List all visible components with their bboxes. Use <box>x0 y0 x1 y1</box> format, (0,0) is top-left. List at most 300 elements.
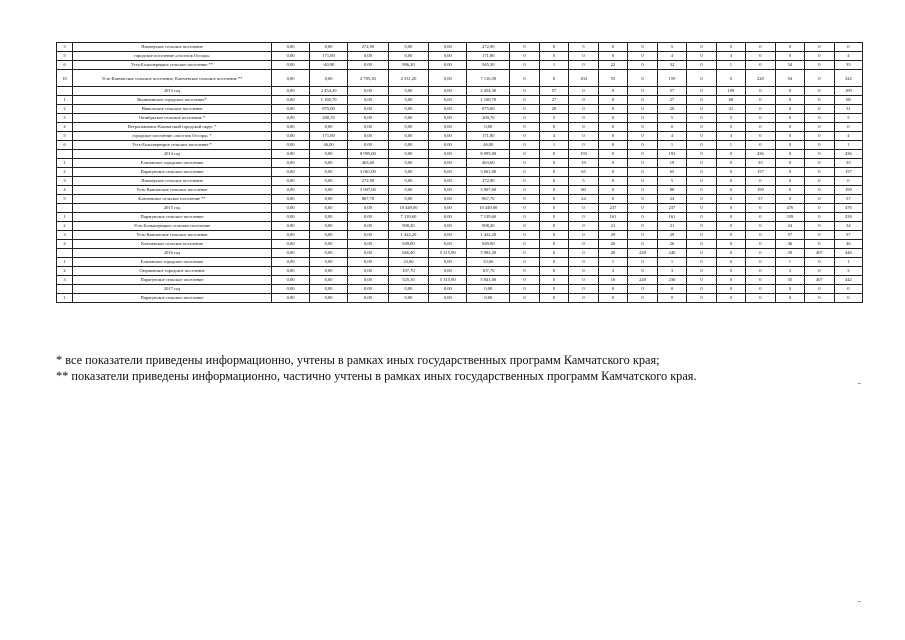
value-cell: 0 <box>539 168 568 177</box>
value-cell: 0 <box>510 249 539 258</box>
value-cell: 0 <box>657 294 686 303</box>
value-cell: 107,70 <box>388 267 429 276</box>
table-row <box>57 141 863 150</box>
table-row <box>57 123 863 132</box>
value-cell: 0 <box>510 213 539 222</box>
value-cell: 0,00 <box>467 294 510 303</box>
row-number-cell: 4 <box>57 186 73 195</box>
municipality-name-cell: Вилючинское городское поселение* <box>72 96 271 105</box>
value-cell: 0 <box>628 123 657 132</box>
value-cell: 0,00 <box>348 222 389 231</box>
value-cell: 0,00 <box>272 276 310 285</box>
value-cell: 0 <box>628 87 657 96</box>
value-cell: 200,70 <box>310 114 348 123</box>
value-cell: 0 <box>628 105 657 114</box>
value-cell: 0,00 <box>272 249 310 258</box>
value-cell: 0,00 <box>429 204 467 213</box>
value-cell: 94 <box>775 70 804 87</box>
value-cell: 24 <box>657 195 686 204</box>
municipality-name-cell: Петропавловск-Камчатский городской округ * <box>72 123 271 132</box>
value-cell: 35 <box>834 61 862 70</box>
table-row <box>57 177 863 186</box>
value-cell: 0 <box>628 168 657 177</box>
value-cell: 0,00 <box>310 222 348 231</box>
municipality-name-cell: Паратунское сельское поселение <box>72 276 271 285</box>
value-cell: 16 <box>598 276 627 285</box>
value-cell: 463,60 <box>348 159 389 168</box>
row-number-cell: 1 <box>57 213 73 222</box>
value-cell: 0,00 <box>467 123 510 132</box>
municipality-name-cell: Ключевское сельское поселение <box>72 240 271 249</box>
value-cell: 0 <box>687 213 716 222</box>
value-cell: 4 <box>834 132 862 141</box>
value-cell: 0 <box>569 132 598 141</box>
value-cell: 875,00 <box>310 105 348 114</box>
table-row <box>57 213 863 222</box>
value-cell: 666,40 <box>388 249 429 258</box>
value-cell: 0 <box>716 258 745 267</box>
value-cell: 0 <box>569 105 598 114</box>
value-cell: 0 <box>746 141 775 150</box>
value-cell: 0,00 <box>429 267 467 276</box>
value-cell: 0 <box>598 96 627 105</box>
value-cell: 0,00 <box>310 195 348 204</box>
value-cell: 0 <box>628 96 657 105</box>
row-number-cell: 1 <box>57 96 73 105</box>
value-cell: 0 <box>510 258 539 267</box>
value-cell: 0 <box>628 186 657 195</box>
value-cell: 10 449,00 <box>388 204 429 213</box>
value-cell: 3 907,60 <box>467 186 510 195</box>
value-cell: 0,00 <box>272 204 310 213</box>
value-cell: 0 <box>746 267 775 276</box>
value-cell: 35 <box>834 159 862 168</box>
value-cell: 0 <box>598 195 627 204</box>
municipality-name-cell: Елизовское городское поселение <box>72 159 271 168</box>
value-cell: 68 <box>716 96 745 105</box>
value-cell: 0,00 <box>348 267 389 276</box>
value-cell: 0,00 <box>310 294 348 303</box>
municipality-name-cell: Озерновское городское поселение <box>72 267 271 276</box>
value-cell: 0 <box>775 43 804 52</box>
row-number-cell: 6 <box>57 141 73 150</box>
value-cell: 0 <box>805 123 834 132</box>
value-cell: 5 <box>657 43 686 52</box>
value-cell: 0 <box>598 294 627 303</box>
value-cell: 39 <box>775 249 804 258</box>
value-cell: 0,00 <box>272 267 310 276</box>
value-cell: 0,00 <box>388 43 429 52</box>
value-cell: 0 <box>775 132 804 141</box>
value-cell: 0 <box>510 52 539 61</box>
value-cell: 27 <box>657 96 686 105</box>
value-cell: 0,00 <box>310 150 348 159</box>
value-cell: 0 <box>510 150 539 159</box>
value-cell: 0 <box>628 141 657 150</box>
value-cell: 0 <box>687 159 716 168</box>
value-cell: 0 <box>628 132 657 141</box>
value-cell: 1 <box>598 258 627 267</box>
value-cell: 0 <box>510 105 539 114</box>
value-cell: 0 <box>569 123 598 132</box>
table-row <box>57 52 863 61</box>
value-cell: 0 <box>539 70 568 87</box>
footnote-double-star: ** показатели приведены информационно, частично учтены в рамках иных государственных программ Камчатского края. <box>56 369 697 383</box>
value-cell: 0 <box>510 123 539 132</box>
value-cell: 1 422,20 <box>467 231 510 240</box>
value-cell: 57 <box>539 87 568 96</box>
value-cell: 0 <box>716 195 745 204</box>
value-cell: 0 <box>716 168 745 177</box>
value-cell: 436 <box>834 150 862 159</box>
row-number-cell: 4 <box>57 240 73 249</box>
value-cell: 0 <box>805 285 834 294</box>
value-cell: 339 <box>834 213 862 222</box>
value-cell: 0 <box>598 177 627 186</box>
value-cell: 199 <box>834 186 862 195</box>
value-cell: 0,00 <box>388 195 429 204</box>
value-cell: 104 <box>569 70 598 87</box>
municipality-name-cell: городское поселение «поселок Оссора» * <box>72 132 271 141</box>
value-cell: 7 139,60 <box>388 213 429 222</box>
value-cell: 0 <box>834 43 862 52</box>
table-row <box>57 240 863 249</box>
value-cell: 0 <box>510 231 539 240</box>
value-cell: 272,90 <box>467 177 510 186</box>
value-cell: 0 <box>628 177 657 186</box>
value-cell: 0 <box>775 141 804 150</box>
value-cell: 0 <box>598 285 627 294</box>
value-cell: 0 <box>510 132 539 141</box>
value-cell: 0 <box>805 70 834 87</box>
row-number-cell: 3 <box>57 231 73 240</box>
value-cell: 0 <box>569 87 598 96</box>
value-cell: 0,00 <box>429 285 467 294</box>
row-number-cell: 4 <box>57 123 73 132</box>
value-cell: 26 <box>598 240 627 249</box>
value-cell: 46 <box>775 240 804 249</box>
value-cell: 0 <box>539 231 568 240</box>
value-cell: 5 <box>657 114 686 123</box>
value-cell: 0 <box>598 123 627 132</box>
value-cell: 0 <box>805 195 834 204</box>
value-cell: 0 <box>775 96 804 105</box>
value-cell: 0 <box>805 159 834 168</box>
value-cell: 0 <box>598 132 627 141</box>
row-number-cell: 2 <box>57 267 73 276</box>
value-cell: 0,00 <box>310 249 348 258</box>
value-cell: 0 <box>687 43 716 52</box>
value-cell: 0,00 <box>429 87 467 96</box>
value-cell: 0 <box>687 70 716 87</box>
value-cell: 0 <box>510 276 539 285</box>
value-cell: 29 <box>598 231 627 240</box>
table-row <box>57 114 863 123</box>
value-cell: 107,70 <box>467 267 510 276</box>
value-cell: 26 <box>657 240 686 249</box>
value-cell: 0,00 <box>429 70 467 87</box>
municipality-name-cell: 2013 год <box>72 87 271 96</box>
value-cell: 0,00 <box>310 168 348 177</box>
municipality-name-cell: 2017 год <box>72 285 271 294</box>
table-body <box>57 43 863 303</box>
municipality-name-cell: 2014 год <box>72 150 271 159</box>
value-cell: 0 <box>510 285 539 294</box>
value-cell: 0 <box>805 294 834 303</box>
value-cell: 0,00 <box>272 159 310 168</box>
value-cell: 0 <box>628 258 657 267</box>
value-cell: 0,00 <box>429 240 467 249</box>
value-cell: 5 315,90 <box>429 249 467 258</box>
value-cell: 0,00 <box>429 132 467 141</box>
row-number-cell: 3 <box>57 114 73 123</box>
table-row <box>57 204 863 213</box>
value-cell: 0 <box>687 105 716 114</box>
value-cell: 0 <box>510 222 539 231</box>
value-cell: 3 <box>775 267 804 276</box>
table-row <box>57 132 863 141</box>
value-cell: 240 <box>657 249 686 258</box>
value-cell: 20 <box>657 105 686 114</box>
municipality-name-cell: Пионерское сельское поселение <box>72 43 271 52</box>
value-cell: 5 <box>834 114 862 123</box>
municipality-name-cell: Паратунское сельское поселение <box>72 213 271 222</box>
value-cell: 0 <box>746 61 775 70</box>
value-cell: 5 <box>569 43 598 52</box>
value-cell: 0,00 <box>272 87 310 96</box>
value-cell: 57 <box>746 195 775 204</box>
value-cell: 0,00 <box>272 52 310 61</box>
value-cell: 0,00 <box>348 294 389 303</box>
value-cell: 949,00 <box>467 240 510 249</box>
value-cell: 0 <box>746 204 775 213</box>
value-cell: 0,00 <box>429 61 467 70</box>
value-cell: 0,00 <box>310 231 348 240</box>
value-cell: 272,90 <box>348 177 389 186</box>
value-cell: 0 <box>716 285 745 294</box>
value-cell: 68 <box>834 96 862 105</box>
value-cell: 0,00 <box>272 123 310 132</box>
table-row <box>57 61 863 70</box>
value-cell: 0,00 <box>272 285 310 294</box>
value-cell: 0 <box>598 43 627 52</box>
value-cell: 157 <box>834 168 862 177</box>
value-cell: 8 995,00 <box>348 150 389 159</box>
value-cell: 193 <box>569 150 598 159</box>
value-cell: 0 <box>510 43 539 52</box>
value-cell: 0,00 <box>348 285 389 294</box>
value-cell: 171,80 <box>310 52 348 61</box>
value-cell: 8 995,00 <box>467 150 510 159</box>
value-cell: 0 <box>510 141 539 150</box>
value-cell: 0,00 <box>429 141 467 150</box>
value-cell: 0 <box>746 258 775 267</box>
value-cell: 5 <box>569 177 598 186</box>
value-cell: 237 <box>598 204 627 213</box>
value-cell: 0,00 <box>348 231 389 240</box>
value-cell: 0,00 <box>348 141 389 150</box>
value-cell: 0,00 <box>348 240 389 249</box>
value-cell: 0,00 <box>388 159 429 168</box>
value-cell: 0 <box>805 132 834 141</box>
value-cell: 199 <box>746 186 775 195</box>
value-cell: 0,00 <box>429 222 467 231</box>
value-cell: 0 <box>775 285 804 294</box>
row-number-cell: 1 <box>57 159 73 168</box>
value-cell: 0,00 <box>429 294 467 303</box>
value-cell: 0 <box>539 222 568 231</box>
value-cell: 0,00 <box>388 87 429 96</box>
value-cell: 0 <box>716 294 745 303</box>
value-cell: 0,00 <box>272 213 310 222</box>
value-cell: 1 160,70 <box>310 96 348 105</box>
table-row <box>57 258 863 267</box>
value-cell: 0,00 <box>388 150 429 159</box>
value-cell: 0 <box>598 168 627 177</box>
value-cell: 0,00 <box>310 43 348 52</box>
municipality-name-cell: Усть-Камчатское сельское поселение <box>72 186 271 195</box>
value-cell: 3 <box>598 267 627 276</box>
value-cell: 1 <box>539 61 568 70</box>
value-cell: 0 <box>510 186 539 195</box>
value-cell: 27 <box>539 96 568 105</box>
value-cell: 0,00 <box>272 231 310 240</box>
value-cell: 0 <box>716 231 745 240</box>
value-cell: 0,00 <box>429 195 467 204</box>
value-cell: 0 <box>628 114 657 123</box>
value-cell: 35 <box>746 159 775 168</box>
value-cell: 0,00 <box>388 105 429 114</box>
value-cell: 407 <box>805 276 834 285</box>
value-cell: 1 <box>657 258 686 267</box>
value-cell: 0 <box>539 52 568 61</box>
value-cell: 0,00 <box>272 150 310 159</box>
data-table <box>56 42 863 303</box>
value-cell: 0 <box>628 195 657 204</box>
value-cell: 0 <box>746 240 775 249</box>
value-cell: 5 <box>539 114 568 123</box>
value-cell: 0,00 <box>272 294 310 303</box>
value-cell: 0 <box>775 87 804 96</box>
value-cell: 0 <box>805 114 834 123</box>
value-cell: 0 <box>775 159 804 168</box>
value-cell: 0 <box>746 294 775 303</box>
value-cell: 0 <box>510 159 539 168</box>
value-cell: 0,00 <box>429 213 467 222</box>
value-cell: 0 <box>687 276 716 285</box>
value-cell: 34 <box>775 61 804 70</box>
value-cell: 463,60 <box>467 159 510 168</box>
municipality-name-cell: Усть-Большерецкое сельское поселение <box>72 222 271 231</box>
value-cell: 0 <box>746 87 775 96</box>
value-cell: 0,00 <box>429 114 467 123</box>
table-row <box>57 186 863 195</box>
value-cell: 0 <box>569 294 598 303</box>
value-cell: 0,00 <box>272 168 310 177</box>
value-cell: 55 <box>598 70 627 87</box>
value-cell: 109 <box>716 87 745 96</box>
value-cell: 57 <box>834 231 862 240</box>
value-cell: 0,00 <box>272 105 310 114</box>
value-cell: 0 <box>834 177 862 186</box>
value-cell: 0 <box>628 204 657 213</box>
value-cell: 0 <box>716 204 745 213</box>
value-cell: 0 <box>687 61 716 70</box>
value-cell: 200,70 <box>467 114 510 123</box>
value-cell: 0 <box>687 222 716 231</box>
value-cell: 0,00 <box>310 240 348 249</box>
value-cell: 0 <box>716 249 745 258</box>
value-cell: 0 <box>687 258 716 267</box>
value-cell: 171,80 <box>467 52 510 61</box>
value-cell: 0 <box>598 105 627 114</box>
value-cell: 7 116,50 <box>467 70 510 87</box>
value-cell: 5 982,30 <box>467 249 510 258</box>
value-cell: 4 <box>834 52 862 61</box>
value-cell: 0,00 <box>429 43 467 52</box>
municipality-name-cell: 2016 год <box>72 249 271 258</box>
value-cell: 0,00 <box>348 52 389 61</box>
value-cell: 0 <box>628 213 657 222</box>
value-cell: 46 <box>834 240 862 249</box>
value-cell: 0 <box>746 132 775 141</box>
value-cell: 0 <box>716 177 745 186</box>
value-cell: 322 <box>834 70 862 87</box>
value-cell: 0,00 <box>348 87 389 96</box>
value-cell: 986,20 <box>388 61 429 70</box>
value-cell: 0,00 <box>272 141 310 150</box>
row-number-cell: 1 <box>57 258 73 267</box>
value-cell: 0 <box>657 123 686 132</box>
value-cell: 0 <box>775 168 804 177</box>
value-cell: 867,70 <box>467 195 510 204</box>
value-cell: 0 <box>539 294 568 303</box>
value-cell: 0 <box>598 186 627 195</box>
value-cell: 0,00 <box>272 43 310 52</box>
value-cell: 0 <box>657 285 686 294</box>
value-cell: 0 <box>539 267 568 276</box>
value-cell: 0 <box>805 61 834 70</box>
value-cell: 0,00 <box>429 177 467 186</box>
value-cell: 0,00 <box>272 177 310 186</box>
value-cell: 0 <box>775 150 804 159</box>
value-cell: 945,30 <box>467 61 510 70</box>
value-cell: 0 <box>539 186 568 195</box>
value-cell: 0,00 <box>388 285 429 294</box>
value-cell: 0,00 <box>310 204 348 213</box>
margin-mark: - <box>857 378 861 389</box>
municipality-name-cell: городское поселение «поселок Оссора» <box>72 52 271 61</box>
value-cell: 0 <box>687 249 716 258</box>
table-row <box>57 222 863 231</box>
value-cell: 4 <box>716 132 745 141</box>
row-number-cell: 10 <box>57 70 73 87</box>
value-cell: 0 <box>510 70 539 87</box>
value-cell: 0,00 <box>429 123 467 132</box>
table-row <box>57 105 863 114</box>
value-cell: 339 <box>775 213 804 222</box>
value-cell: 0 <box>775 114 804 123</box>
value-cell: 0 <box>746 96 775 105</box>
value-cell: 0 <box>746 177 775 186</box>
row-number-cell <box>57 249 73 258</box>
value-cell: 0 <box>805 258 834 267</box>
value-cell: 0 <box>539 195 568 204</box>
value-cell: 0,00 <box>310 70 348 87</box>
value-cell: 2 331,20 <box>388 70 429 87</box>
value-cell: 20 <box>539 105 568 114</box>
municipality-name-cell: Никольское сельское поселение <box>72 105 271 114</box>
